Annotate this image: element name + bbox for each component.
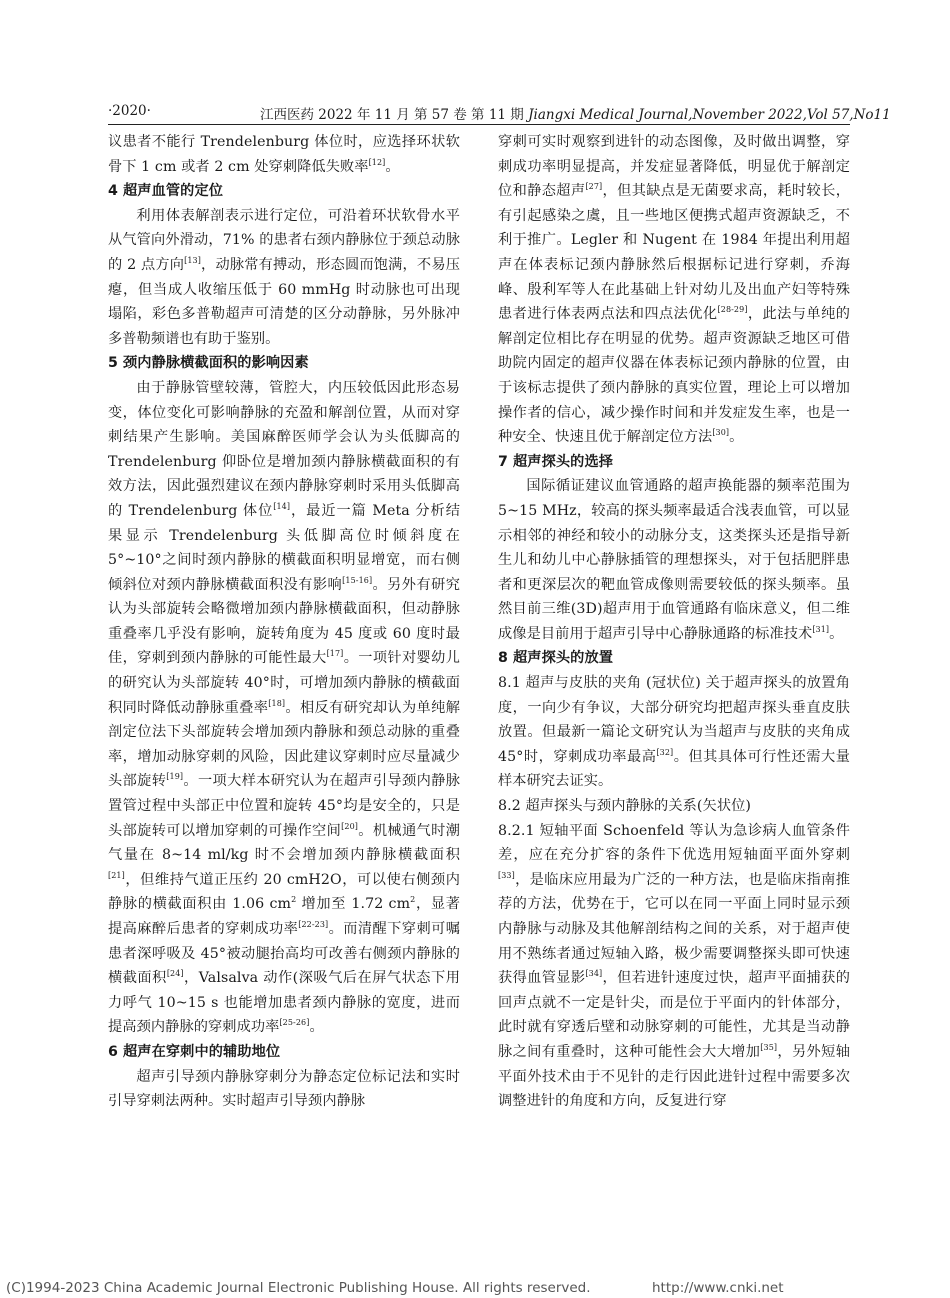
right-column: [498, 130, 850, 1114]
left-column: [108, 130, 460, 1114]
citation[interactable]: [22-23]: [298, 920, 329, 929]
superscript-square: 2: [410, 895, 416, 905]
section-heading-5: 5 颈内静脉横截面积的影响因素: [108, 355, 309, 372]
citation[interactable]: [27]: [585, 182, 603, 192]
subsection-heading-8-2: 8.2 超声探头与颈内静脉的关系(矢状位): [498, 798, 752, 815]
page-number: ·2020·: [108, 103, 151, 119]
footer-url-link[interactable]: http://www.cnki.net: [652, 1280, 784, 1296]
copyright-footer: [6, 1280, 946, 1296]
running-header: [108, 101, 891, 125]
paragraph-short-axis: 8.2.1 短轴平面 Schoenfeld 等认为急诊病人血管条件差，应在充分扩容的条件下优选用短轴面平面外穿刺[33]，是临床应用最为广泛的一种方法，也是临床指南推荐的方法，优势在于，它可以在同一平面上同时显示颈内静脉与动脉及其他解剖结构之间的关系，对于超声使用不熟练者通过短轴入路，极少需要调整探头即可快速获得血管显影[34]，但若进针速度过快，超声平面捕获的回声点就不一定是针尖，而是位于平面内的针体部分，此时就有穿透后壁和动脉穿刺的可能性，尤其是当动静脉之间有重叠时，这种可能性会大大增加[35]，另外短轴平面外技术由于不见针的走行因此进针过程中需要多次调整进针的角度和方向，反复进行穿: [498, 822, 850, 1110]
section-heading-7: 7 超声探头的选择: [498, 453, 614, 470]
copyright-text: (C)1994-2023 China Academic Journal Electronic Publishing House. All rights reserved.: [6, 1280, 591, 1296]
citation[interactable]: [30]: [712, 428, 730, 438]
paragraph-probe-selection: 国际循证建议血管通路的超声换能器的频率范围为 5~15 MHz，较高的探头频率最适合浅表血管，可以显示相邻的神经和较小的动脉分支，这类探头还是指导新生儿和幼儿中心静脉插管的理想探头，对于包括肥胖患者和更深层次的靶血管成像则需要较低的探头频率。虽然目前三维(3D)超声用于血管通路有临床意义，但二维成像是目前用于超声引导中心静脉通路的标准技术[31]。: [498, 478, 850, 642]
journal-citation: [260, 103, 891, 123]
section-heading-8: 8 超声探头的放置: [498, 650, 614, 667]
citation[interactable]: [18]: [268, 698, 286, 708]
paragraph-vessel-location: 利用体表解剖表示进行定位，可沿着环状软骨水平从气管向外滑动，71% 的患者右颈内静脉位于颈总动脉的 2 点方向[13]，动脉常有搏动，形态圆而饱满，不易压瘪，但当成人收缩压低于 60 mmHg 时动脉也可出现塌陷，彩色多普勒超声可清楚的区分动静脉，另外脉冲多普勒频谱也有助于鉴别。: [108, 207, 460, 347]
header-rule: [108, 124, 850, 125]
citation[interactable]: [17]: [326, 649, 344, 659]
journal-name-cn: 江西医药 2022 年 11 月 第 57 卷 第 11 期: [260, 107, 524, 123]
citation[interactable]: [28-29]: [717, 305, 748, 315]
section-heading-4: 4 超声血管的定位: [108, 183, 224, 200]
citation[interactable]: [31]: [812, 624, 830, 634]
citation[interactable]: [20]: [341, 821, 358, 831]
citation[interactable]: [35]: [760, 1042, 778, 1052]
citation[interactable]: [32]: [656, 747, 674, 757]
citation[interactable]: [13]: [184, 255, 201, 265]
superscript-square: 2: [291, 895, 297, 905]
paragraph-realtime-guidance: 穿刺可实时观察到进针的动态图像，及时做出调整，穿刺成功率明显提高，并发症显著降低，明显优于解剖定位和静态超声[27]，但其缺点是无菌要求高，耗时较长，有引起感染之虞，且一些地区便携式超声资源缺乏，不利于推广。Legler 和 Nugent 在 1984 年提出利用超声在体表标记颈内静脉然后根据标记进行穿刺，乔海峰、殷利军等人在此基础上针对幼儿及出血产妇等特殊患者进行体表两点法和四点法优化[28-29]，此法与单纯的解剖定位相比存在明显的优势。超声资源缺乏地区可借助院内固定的超声仪器在体表标记颈内静脉的位置，由于该标志提供了颈内静脉的真实位置，理论上可以增加操作者的信心，减少操作时间和并发症发生率，也是一种安全、快速且优于解剖定位方法[30]。: [498, 134, 850, 446]
citation[interactable]: [19]: [166, 772, 184, 782]
citation[interactable]: [21]: [108, 870, 125, 880]
citation[interactable]: [34]: [585, 969, 603, 979]
citation[interactable]: [24]: [166, 969, 184, 979]
citation[interactable]: [15-16]: [342, 575, 373, 585]
paragraph-cross-section-factors: 由于静脉管壁较薄，管腔大，内压较低因此形态易变，体位变化可影响静脉的充盈和解剖位置，从而对穿刺结果产生影响。美国麻醉医师学会认为头低脚高的 Trendelenburg 仰卧位是增加颈内静脉横截面积的有效方法，因此强烈建议在颈内静脉穿刺时采用头低脚高的 Trendelenburg 体位[14]，最近一篇 Meta 分析结果显示 Trendelenburg 头低脚高位时倾斜度在 5°~10°之间时颈内静脉的横截面积明显增宽，而右侧倾斜位对颈内静脉横截面积没有影响[15-16]。另外有研究认为头部旋转会略微增加颈内静脉横截面积，但动静脉重叠率几乎没有影响，旋转角度为 45 度或 60 度时最佳，穿刺到颈内静脉的可能性最大[17]。一项针对婴幼儿的研究认为头部旋转 40°时，可增加颈内静脉的横截面积同时降低动静脉重叠率[18]。相反有研究却认为单纯解剖定位法下头部旋转会增加颈内静脉和颈总动脉的重叠率，增加动脉穿刺的风险，因此建议穿刺时应尽量减少头部旋转[19]。一项大样本研究认为在超声引导颈内静脉置管过程中头部正中位置和旋转 45°均是安全的，只是头部旋转可以增加穿刺的可操作空间[20]。机械通气时潮气量在 8~14 ml/kg 时不会增加颈内静脉横截面积[21]，但维持气道正压约 20 cmH2O，可以使右侧颈内静脉的横截面积由 1.06 $cm^2$ 增加至 1.72 $cm^2$，显著提高麻醉后患者的穿刺成功率[22-23]。而清醒下穿刺可嘱患者深呼吸及 45°被动腿抬高均可改善右侧颈内静脉的横截面积[24]，Valsalva 动作(深吸气后在屏气状态下用力呼气 10~15 s 也能增加患者颈内静脉的宽度，进而提高颈内静脉的穿刺成功率[25-26]。: [108, 379, 460, 1036]
citation[interactable]: [12]: [368, 157, 386, 167]
paragraph-auxiliary-role: 超声引导颈内静脉穿刺分为静态定位标记法和实时引导穿刺法两种。实时超声引导颈内静脉: [108, 1068, 460, 1110]
citation[interactable]: [14]: [273, 501, 291, 511]
citation[interactable]: [25-26]: [279, 1018, 310, 1028]
citation[interactable]: [33]: [498, 870, 515, 880]
paragraph-probe-angle: 8.1 超声与皮肤的夹角 (冠状位) 关于超声探头的放置角度，一向少有争议，大部分研究均把超声探头垂直皮肤放置。但最新一篇论文研究认为当超声与皮肤的夹角成 45°时，穿刺成功率最高[32]。但其具体可行性还需大量样本研究去证实。: [498, 675, 850, 790]
section-heading-6: 6 超声在穿刺中的辅助地位: [108, 1043, 281, 1060]
paragraph-continued: 议患者不能行 Trendelenburg 体位时，应选择环状软骨下 1 cm 或者 2 cm 处穿刺降低失败率[12]。: [108, 134, 460, 175]
journal-name-en: Jiangxi Medical Journal,November 2022,Vol 57,No11: [528, 107, 891, 123]
